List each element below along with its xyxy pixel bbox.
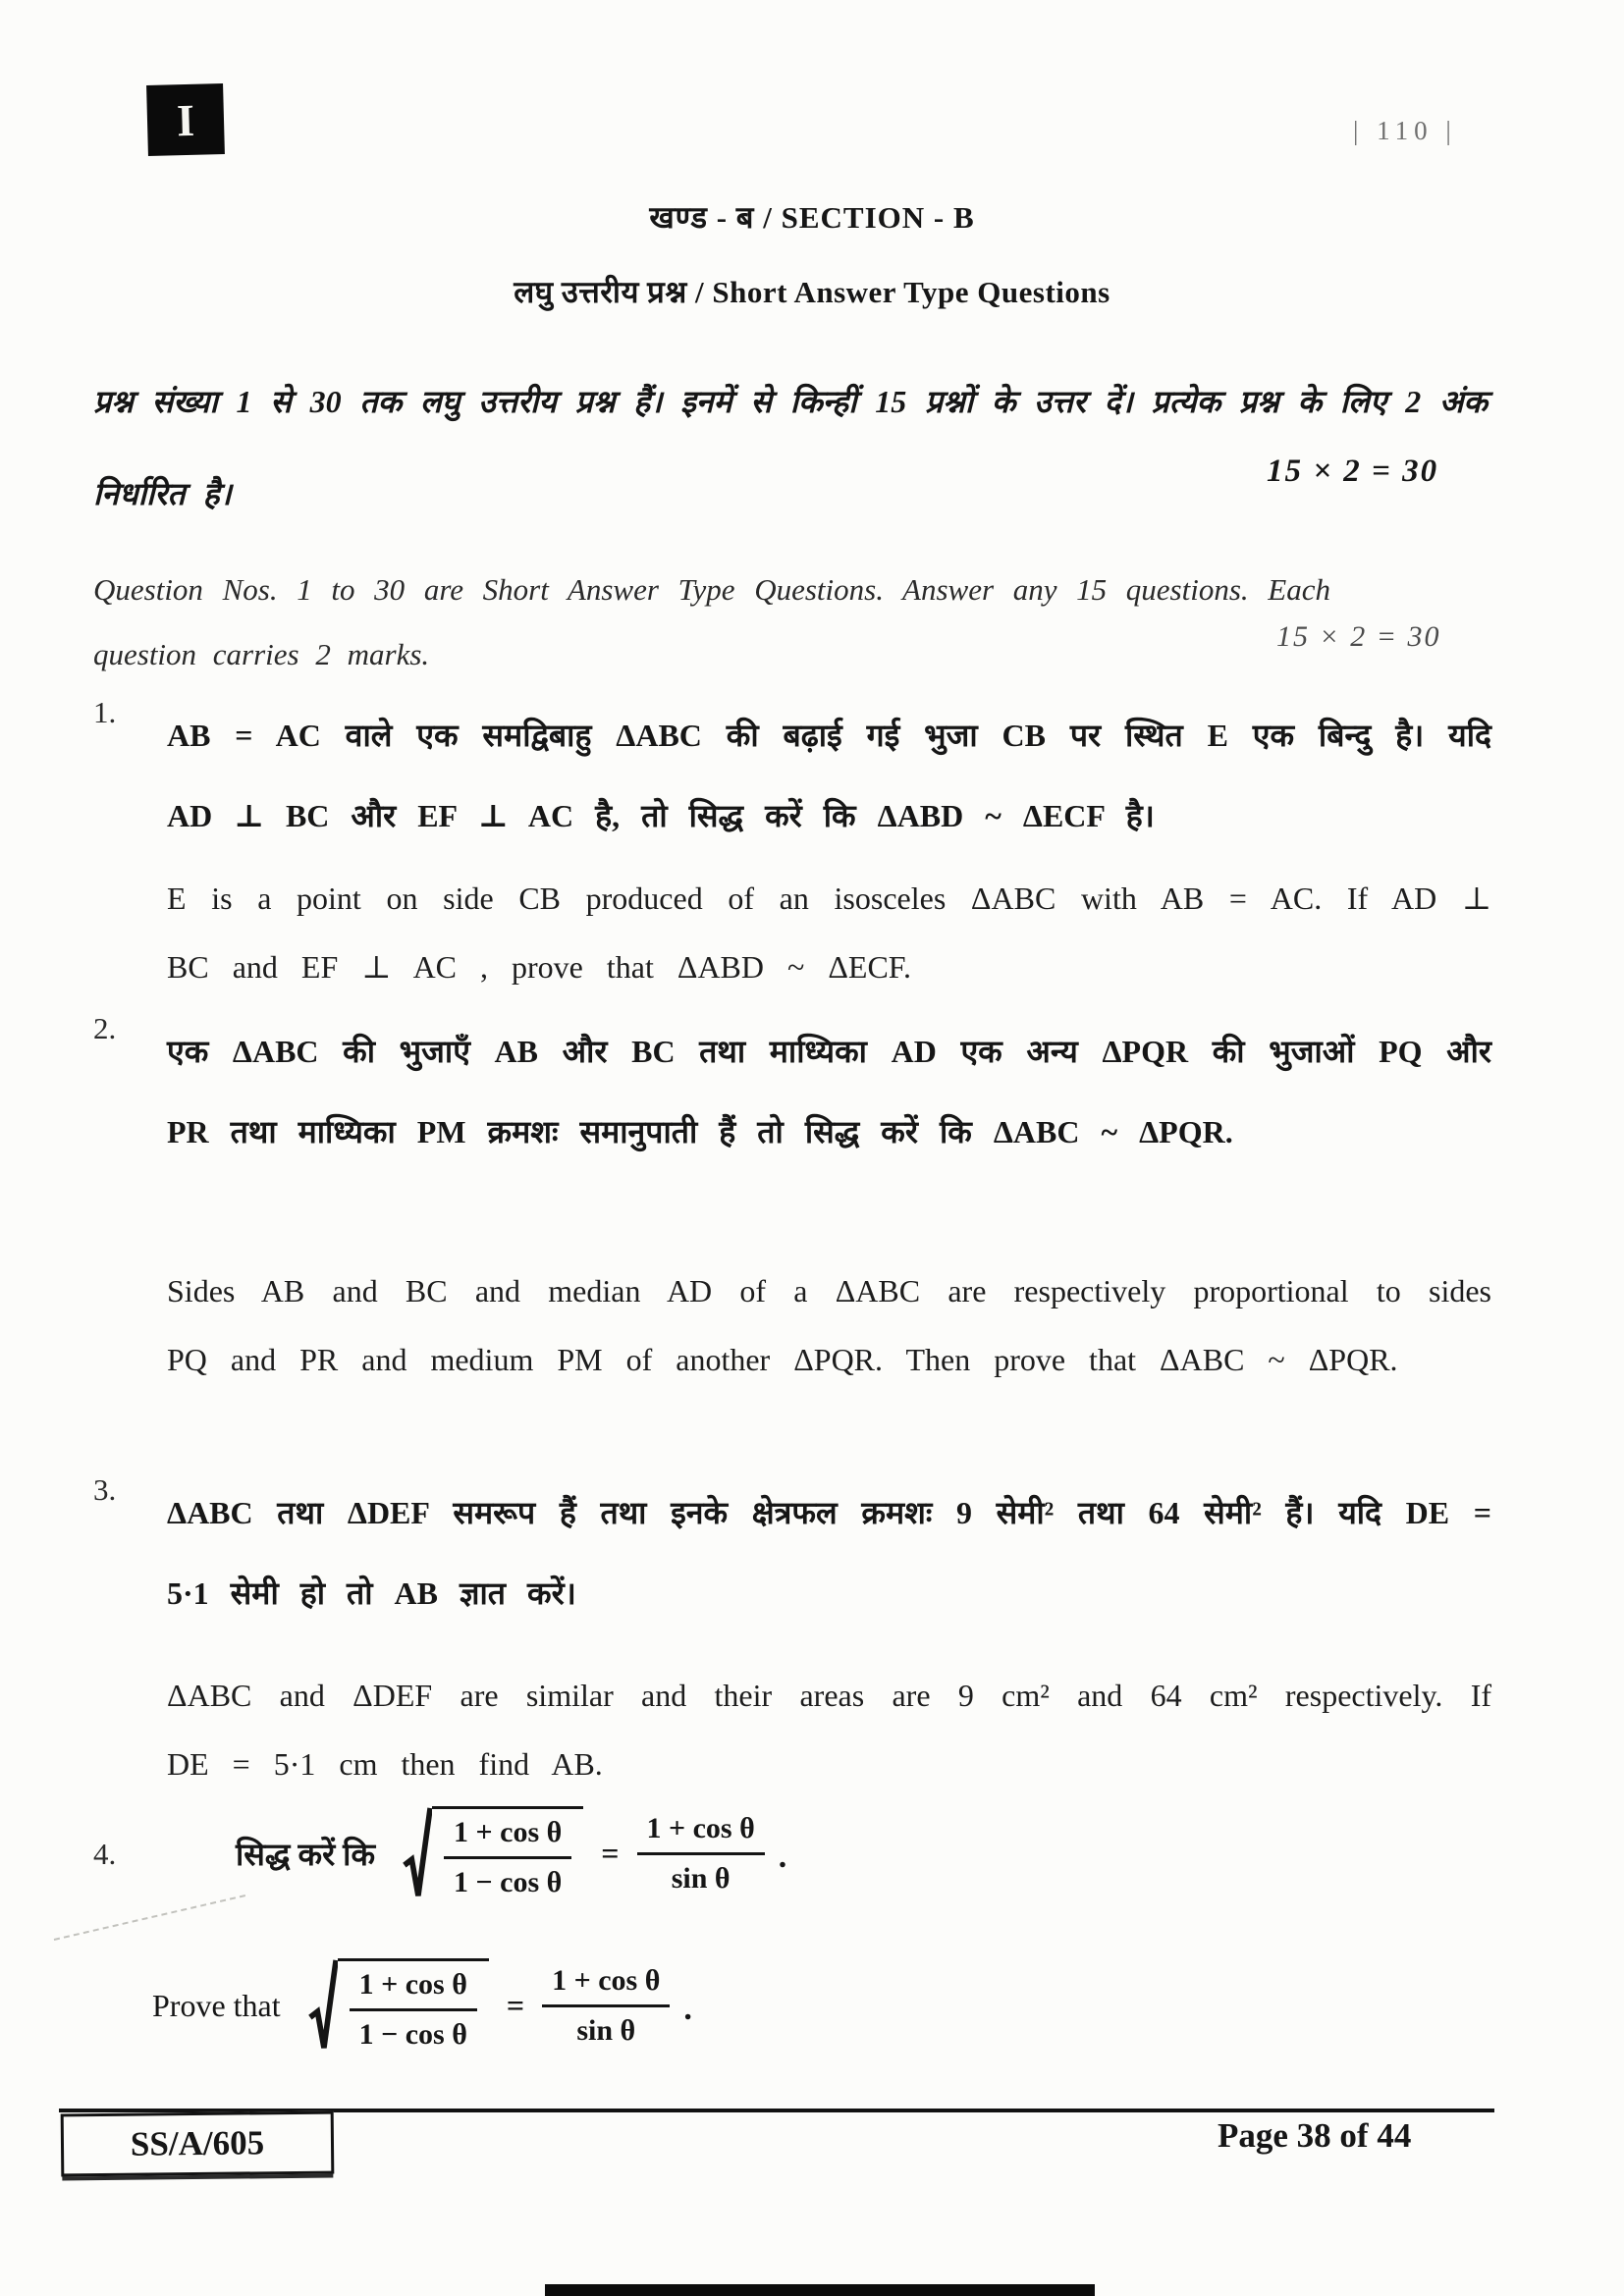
question-2-english — [93, 1256, 1491, 1394]
equals-sign: = — [601, 1836, 620, 1871]
instructions-english: Question Nos. 1 to 30 are Short Answer Type Questions. Answer any 15 questions. Each question carries 2 marks. — [93, 572, 1330, 671]
radical-sign-icon — [403, 1806, 432, 1901]
question-4-english — [93, 1958, 692, 2054]
question-number: 2. — [93, 1011, 117, 1045]
question-1-english — [93, 864, 1491, 1001]
numerator: 1 + cos θ — [542, 1962, 670, 2007]
section-title: खण्ड - ब / SECTION - B — [649, 200, 975, 235]
question-4-hindi — [93, 1806, 786, 1901]
fraction-lhs — [350, 1966, 477, 2054]
marks-scheme-hindi: 15 × 2 = 30 — [1267, 454, 1439, 489]
question-text-english: Sides AB and BC and median AD of a ΔABC are respectively proportional to sides PQ and PR and medium PM of another ΔPQR. Then prove that ΔABC ~ ΔPQR. — [167, 1273, 1491, 1377]
question-number: 4. — [93, 1836, 117, 1871]
square-root — [308, 1958, 489, 2054]
denominator: 1 − cos θ — [358, 2018, 467, 2051]
fraction-rhs — [637, 1810, 765, 1897]
radicand — [432, 1806, 583, 1901]
question-text-english: E is a point on side CB produced of an isosceles ΔABC with AB = AC. If AD ⊥ BC and EF ⊥ AC , prove that ΔABD ~ ΔECF. — [167, 881, 1491, 985]
trig-identity-formula — [308, 1958, 692, 2054]
fraction-lhs — [444, 1814, 571, 1901]
numerator: 1 + cos θ — [444, 1814, 571, 1859]
denominator: sin θ — [671, 1862, 731, 1895]
question-number: 1. — [93, 695, 117, 729]
question-text-hindi: एक ΔABC की भुजाएँ AB और BC तथा माध्यिका AD एक अन्य ΔPQR की भुजाओं PQ और PR तथा माध्यिका PM क्रमशः समानुपाती हैं तो सिद्ध करें कि ΔABC ~ ΔPQR. — [167, 1034, 1491, 1149]
square-root — [403, 1806, 583, 1901]
question-3-english — [93, 1661, 1491, 1798]
question-text-english: ΔABC and ΔDEF are similar and their areas are 9 cm² and 64 cm² respectively. If DE = 5·1 cm then find AB. — [167, 1678, 1491, 1782]
corner-badge: I — [146, 83, 225, 156]
marks-scheme-english: 15 × 2 = 30 — [1276, 620, 1441, 653]
equals-sign: = — [506, 1988, 525, 2023]
page-info: Page 38 of 44 — [1218, 2116, 1412, 2155]
question-number: 3. — [93, 1472, 117, 1507]
question-1-hindi — [93, 695, 1491, 856]
question-text-hindi: ΔABC तथा ΔDEF समरूप हैं तथा इनके क्षेत्रफल क्रमशः 9 सेमी² तथा 64 सेमी² हैं। यदि DE = 5·1 सेमी हो तो AB ज्ञात करें। — [167, 1495, 1491, 1611]
radicand — [338, 1958, 489, 2054]
scan-artifact-line — [54, 1895, 245, 1941]
denominator: 1 − cos θ — [454, 1866, 563, 1898]
instructions-hindi: प्रश्न संख्या 1 से 30 तक लघु उत्तरीय प्रश्न हैं। इनमें से किन्हीं 15 प्रश्नों के उत्तर दें। प्रत्येक प्रश्न के लिए 2 अंक निर्धारित है। — [93, 384, 1488, 511]
question-text-hindi: AB = AC वाले एक समद्विबाहु ΔABC की बढ़ाई गई भुजा CB पर स्थित E एक बिन्दु है। यदि AD ⊥ BC और EF ⊥ AC है, तो सिद्ध करें कि ΔABD ~ ΔECF है। — [167, 718, 1491, 833]
denominator: sin θ — [576, 2014, 636, 2047]
formula-period: . — [778, 1839, 787, 1875]
fraction-rhs — [542, 1962, 670, 2050]
trig-identity-formula — [403, 1806, 786, 1901]
numerator: 1 + cos θ — [350, 1966, 477, 2011]
prove-prefix-hindi: सिद्ध करें कि — [236, 1837, 376, 1872]
question-2-hindi — [93, 1011, 1491, 1172]
formula-period: . — [683, 1991, 692, 2027]
question-3-hindi — [93, 1472, 1491, 1633]
scanner-edge-artifact — [545, 2284, 1095, 2296]
page-number-marker: | 110 | — [1353, 116, 1457, 145]
paper-code-badge: SS/A/605 — [61, 2111, 335, 2177]
subsection-title: लघु उत्तरीय प्रश्न / Short Answer Type Questions — [514, 275, 1110, 309]
prove-prefix-english: Prove that — [152, 1988, 281, 2023]
numerator: 1 + cos θ — [637, 1810, 765, 1855]
radical-sign-icon — [308, 1958, 338, 2054]
